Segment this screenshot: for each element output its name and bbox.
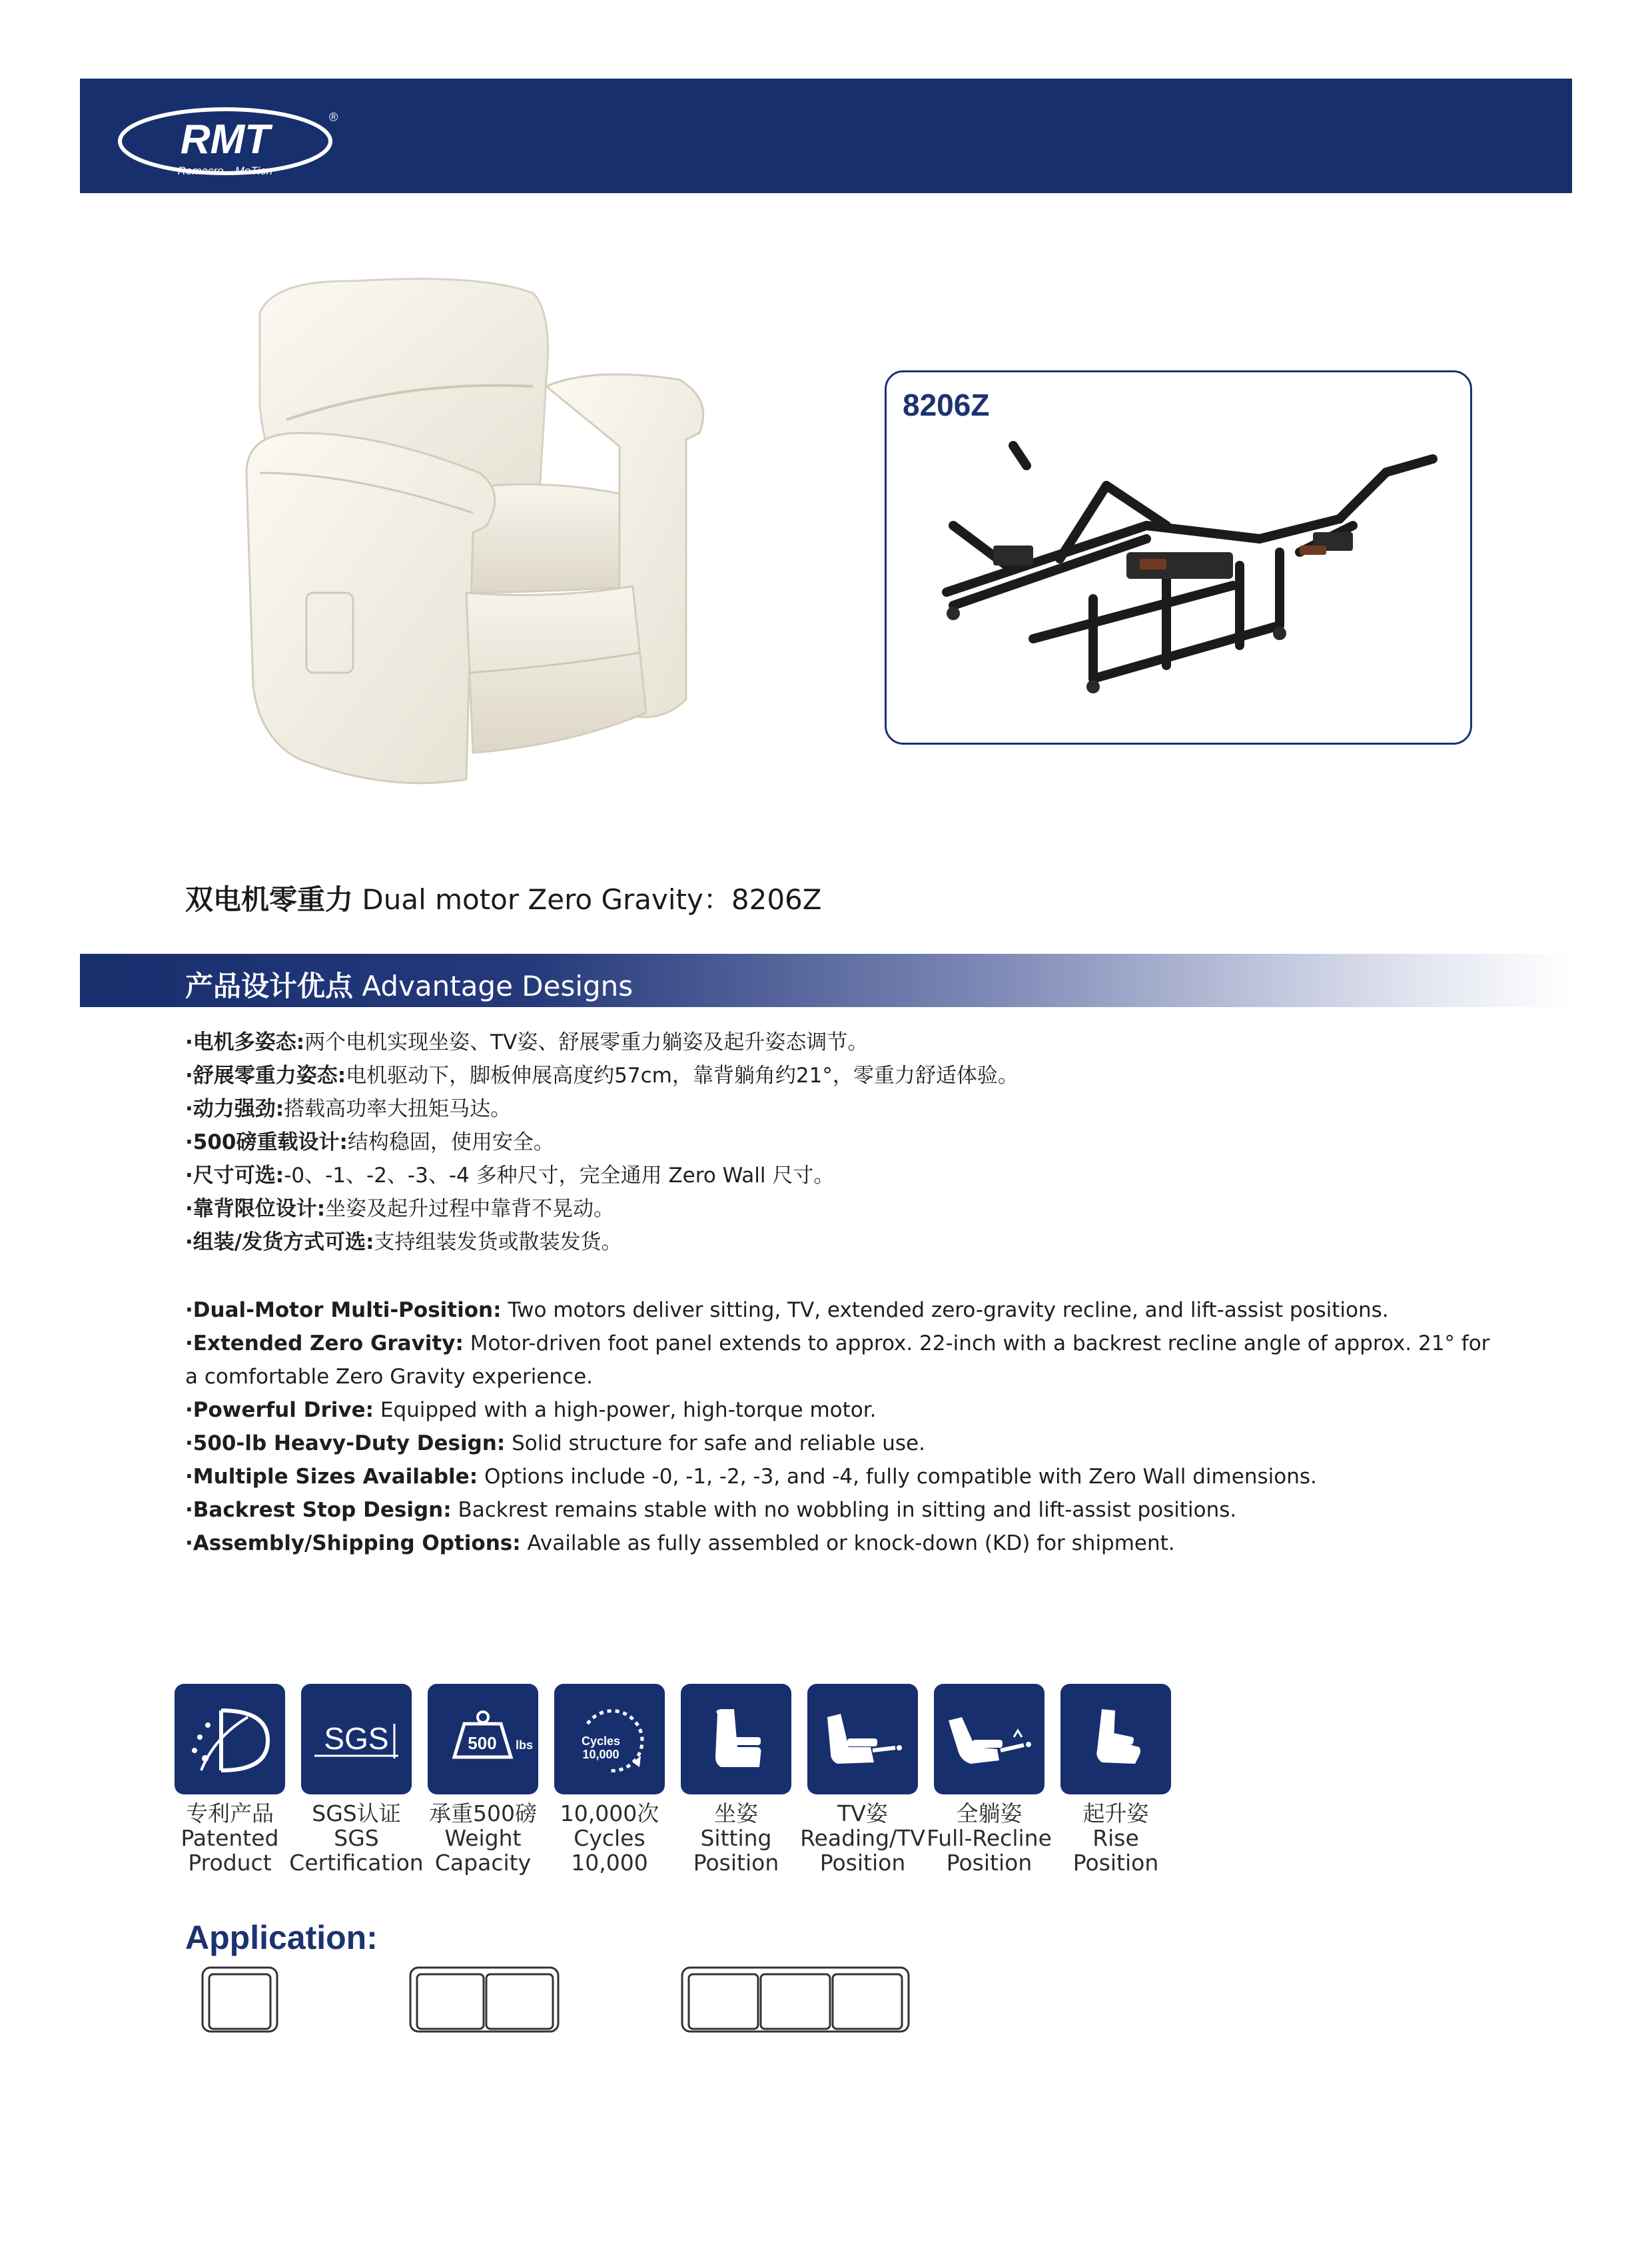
advantages-list-cn bbox=[185, 1026, 1491, 1259]
bullet-text: -0、-1、-2、-3、-4 多种尺寸，完全通用 Zero Wall 尺寸。 bbox=[284, 1164, 835, 1188]
caption-en-line2: Position bbox=[693, 1850, 779, 1876]
bullet-text: 搭载高功率大扭矩马达。 bbox=[284, 1097, 512, 1121]
registered-mark: ® bbox=[329, 111, 338, 124]
mechanism-frame-card bbox=[885, 370, 1472, 745]
list-item bbox=[185, 1493, 1491, 1527]
caption-cn: 坐姿 bbox=[714, 1800, 758, 1826]
rmt-logo bbox=[105, 100, 345, 183]
advantages-list-en bbox=[185, 1294, 1491, 1560]
feature-caption bbox=[1039, 1801, 1192, 1875]
caption-en-line2: Position bbox=[946, 1850, 1032, 1876]
bullet-label: ·Dual-Motor Multi-Position: bbox=[185, 1298, 502, 1322]
two-seat-sofa-icon bbox=[408, 1965, 562, 2038]
caption-en-line2: Product bbox=[188, 1850, 272, 1876]
weight-icon bbox=[428, 1684, 538, 1794]
bullet-text: Motor-driven foot panel extends to approx. 22-inch with a backrest recline angle of approx. 21° for a comfortable Zero Gravity experience. bbox=[185, 1331, 1490, 1389]
bullet-label: ·动力强劲: bbox=[185, 1097, 284, 1121]
caption-en-line2: Capacity bbox=[434, 1850, 532, 1876]
tv-position-icon bbox=[807, 1684, 918, 1794]
application-heading: Application: bbox=[185, 1919, 378, 1956]
caption-en-line1: SGS bbox=[334, 1825, 379, 1851]
cycles-glyph: Cycles bbox=[581, 1734, 621, 1748]
list-item bbox=[185, 1092, 1491, 1126]
caption-en-line2: Certification bbox=[289, 1850, 424, 1876]
caption-cn: 起升姿 bbox=[1082, 1800, 1149, 1826]
rise-icon bbox=[1060, 1684, 1171, 1794]
bullet-text: 坐姿及起升过程中靠背不晃动。 bbox=[325, 1197, 615, 1221]
bullet-label: ·组装/发货方式可选: bbox=[185, 1230, 374, 1254]
bullet-text: Backrest remains stable with no wobbling in sitting and lift-assist positions. bbox=[451, 1498, 1237, 1522]
frame-model-code: 8206Z bbox=[903, 388, 990, 422]
recliner-chair-photo bbox=[220, 273, 739, 806]
caption-cn: 10,000次 bbox=[560, 1800, 659, 1826]
bullet-text: Solid structure for safe and reliable use. bbox=[505, 1431, 925, 1455]
three-seat-sofa-icon bbox=[679, 1965, 913, 2038]
caption-en-line1: Full-Recline bbox=[927, 1825, 1052, 1851]
list-item bbox=[185, 1427, 1491, 1460]
bullet-label: ·Multiple Sizes Available: bbox=[185, 1465, 478, 1489]
list-item bbox=[185, 1527, 1491, 1560]
single-seat-sofa-icon bbox=[200, 1965, 286, 2038]
section-heading-cn: 产品设计优点 bbox=[185, 970, 354, 1002]
sitting-icon bbox=[681, 1684, 791, 1794]
bullet-label: ·Assembly/Shipping Options: bbox=[185, 1531, 521, 1555]
caption-en-line2: Position bbox=[1072, 1850, 1159, 1876]
caption-cn: SGS认证 bbox=[312, 1800, 401, 1826]
bullet-text: Equipped with a high-power, high-torque motor. bbox=[374, 1398, 877, 1422]
advantage-designs-banner bbox=[80, 954, 1572, 1007]
caption-en-line1: Sitting bbox=[700, 1825, 772, 1851]
list-item bbox=[185, 1126, 1491, 1159]
product-title bbox=[185, 878, 822, 918]
list-item bbox=[185, 1226, 1491, 1259]
bullet-label: ·Extended Zero Gravity: bbox=[185, 1331, 464, 1355]
caption-en-line1: Weight bbox=[444, 1825, 522, 1851]
bullet-label: ·500磅重载设计: bbox=[185, 1130, 348, 1154]
bullet-label: ·靠背限位设计: bbox=[185, 1197, 326, 1221]
cycles-icon bbox=[554, 1684, 665, 1794]
section-heading-en: Advantage Designs bbox=[353, 970, 633, 1002]
bullet-text: Available as fully assembled or knock-down (KD) for shipment. bbox=[520, 1531, 1175, 1555]
caption-cn: 全躺姿 bbox=[956, 1800, 1023, 1826]
bullet-text: 电机驱动下，脚板伸展高度约57cm，靠背躺角约21°，零重力舒适体验。 bbox=[346, 1064, 1019, 1088]
caption-en-line1: Cycles bbox=[574, 1825, 645, 1851]
sgs-glyph: SGS bbox=[324, 1721, 389, 1756]
logo-subtext: Remacro—MoTion bbox=[177, 165, 273, 177]
patent-icon bbox=[175, 1684, 285, 1794]
bullet-text: Two motors deliver sitting, TV, extended zero-gravity recline, and lift-assist positions. bbox=[501, 1298, 1389, 1322]
bullet-text: Options include -0, -1, -2, -3, and -4, fully compatible with Zero Wall dimensions. bbox=[478, 1465, 1317, 1489]
bullet-label: ·Powerful Drive: bbox=[185, 1398, 374, 1422]
list-item bbox=[185, 1159, 1491, 1192]
bullet-label: ·舒展零重力姿态: bbox=[185, 1064, 346, 1088]
caption-cn: 承重500磅 bbox=[429, 1800, 537, 1826]
bullet-label: ·电机多姿态: bbox=[185, 1030, 305, 1054]
caption-en-line2: 10,000 bbox=[571, 1850, 648, 1876]
weight-glyph: 500 bbox=[468, 1733, 497, 1753]
cycles-count-glyph: 10,000 bbox=[582, 1748, 620, 1761]
list-item bbox=[185, 1460, 1491, 1493]
weight-unit-glyph: lbs bbox=[515, 1738, 534, 1752]
list-item bbox=[185, 1059, 1491, 1092]
list-item bbox=[185, 1393, 1491, 1427]
caption-cn: 专利产品 bbox=[186, 1800, 274, 1826]
caption-cn: TV姿 bbox=[837, 1800, 888, 1826]
bullet-text: 两个电机实现坐姿、TV姿、舒展零重力躺姿及起升姿态调节。 bbox=[304, 1030, 869, 1054]
logo-text: RMT bbox=[180, 117, 270, 163]
recliner-mechanism-image bbox=[927, 426, 1446, 719]
caption-en-line1: Patented bbox=[181, 1825, 279, 1851]
product-title-cn: 双电机零重力 bbox=[185, 883, 354, 916]
section-heading bbox=[185, 964, 633, 1004]
bullet-text: 支持组装发货或散装发货。 bbox=[374, 1230, 622, 1254]
caption-en-line1: Reading/TV bbox=[800, 1825, 925, 1851]
list-item bbox=[185, 1026, 1491, 1059]
sgs-icon bbox=[301, 1684, 412, 1794]
full-recline-icon bbox=[934, 1684, 1044, 1794]
caption-en-line1: Rise bbox=[1092, 1825, 1139, 1851]
list-item bbox=[185, 1192, 1491, 1226]
bullet-label: ·Backrest Stop Design: bbox=[185, 1498, 452, 1522]
list-item bbox=[185, 1294, 1491, 1327]
bullet-label: ·尺寸可选: bbox=[185, 1164, 284, 1188]
caption-en-line2: Position bbox=[819, 1850, 906, 1876]
list-item bbox=[185, 1327, 1491, 1393]
bullet-text: 结构稳固，使用安全。 bbox=[347, 1130, 554, 1154]
bullet-label: ·500-lb Heavy-Duty Design: bbox=[185, 1431, 506, 1455]
product-title-en: Dual motor Zero Gravity：8206Z bbox=[353, 883, 822, 916]
feature-icons-row bbox=[175, 1684, 1174, 1884]
